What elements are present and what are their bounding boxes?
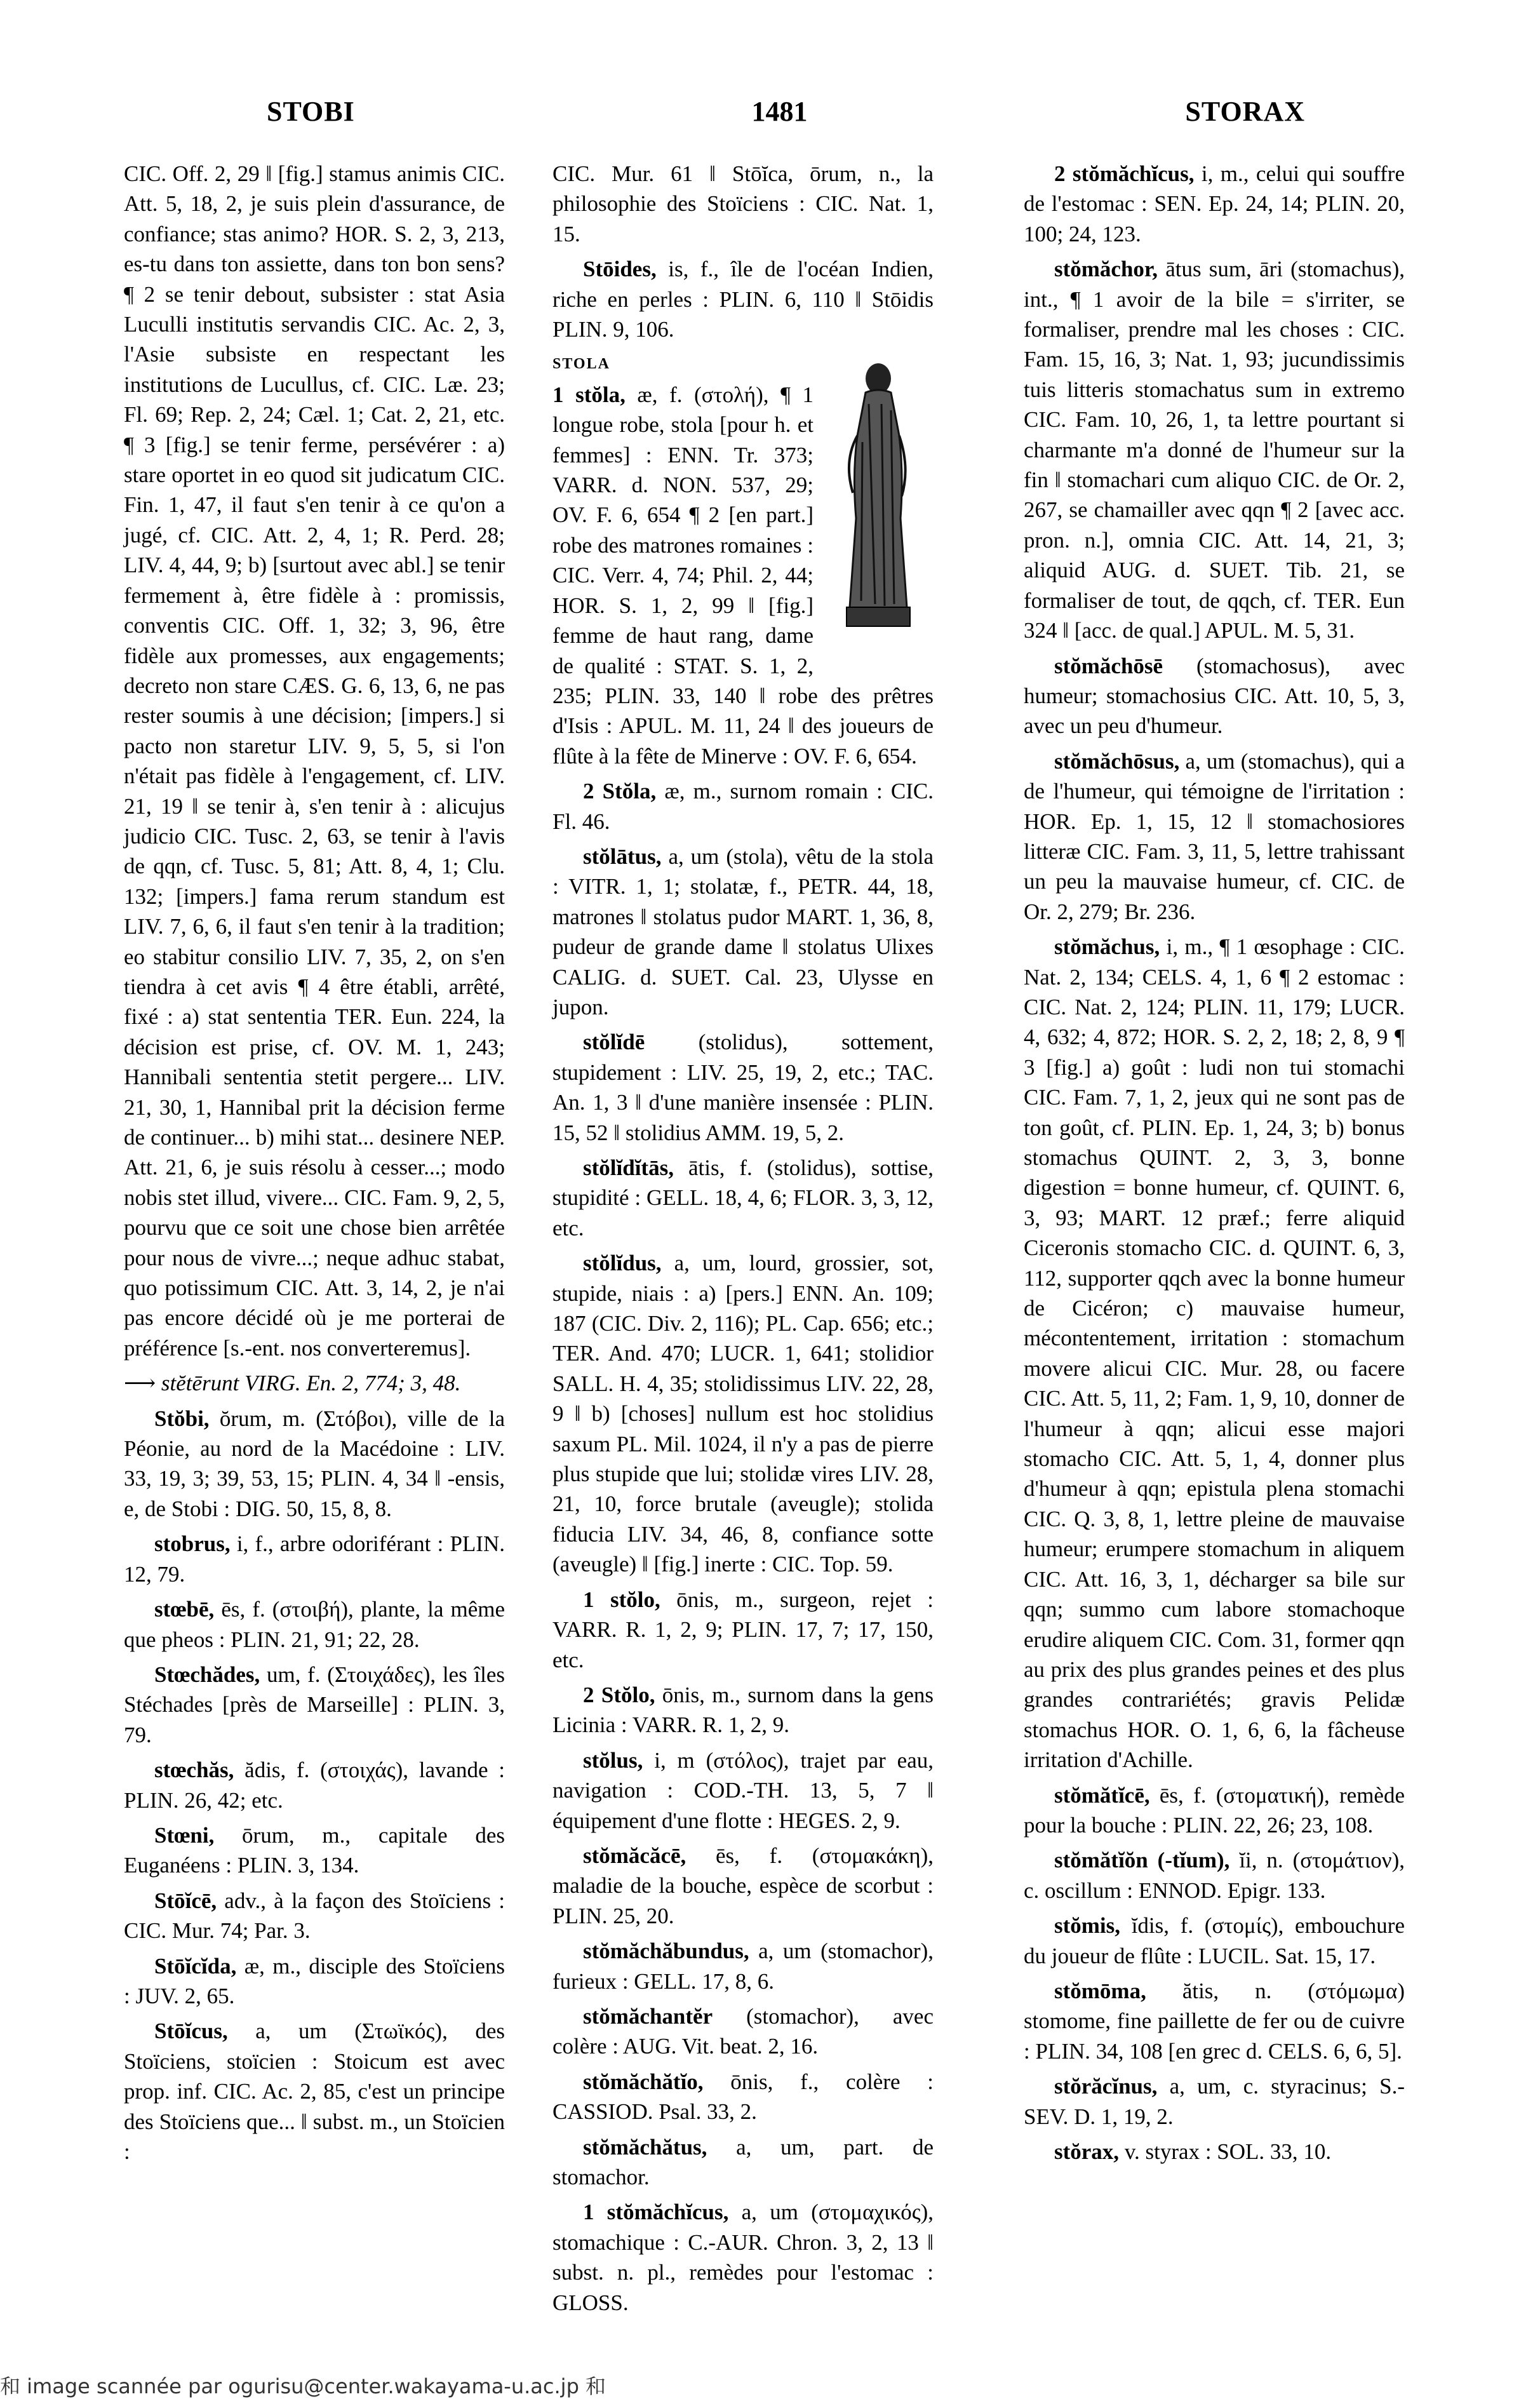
- headword: Stōides,: [583, 257, 657, 282]
- header-right-guideword: STORAX: [1185, 96, 1305, 127]
- dictionary-entry: [552, 1027, 934, 1148]
- entry-body: i, f., arbre odoriférant : PLIN. 12, 79.: [124, 1531, 505, 1587]
- dictionary-entry: [1024, 2071, 1405, 2132]
- dictionary-entry: [1024, 651, 1405, 741]
- headword: Stœni,: [154, 1822, 215, 1848]
- entry-body: æ, m., disciple des Stoïciens : JUV. 2, 65.: [124, 1953, 505, 2008]
- dictionary-entry: [552, 1153, 934, 1243]
- entry-body: v. styrax : SOL. 33, 10.: [1119, 2139, 1332, 2164]
- dictionary-entry: [1024, 2137, 1405, 2167]
- headword: stŏmăchus,: [1054, 934, 1160, 960]
- dictionary-entry: [1024, 932, 1405, 1775]
- dictionary-entry: [552, 1745, 934, 1836]
- headword: stŏlĭdĭtās,: [583, 1155, 674, 1180]
- dictionary-entry: [552, 2001, 934, 2062]
- headword: 1 stŏla,: [552, 382, 626, 407]
- dictionary-entry: [552, 1680, 934, 1740]
- headword: stŏrăcĭnus,: [1054, 2074, 1158, 2099]
- dictionary-entry: [124, 1951, 505, 2012]
- entry-body: i, m., celui qui souffre de l'estomac : SEN. Ep. 24, 14; PLIN. 20, 100; 24, 123.: [1024, 161, 1405, 246]
- entry-body: æ, f. (στολή), ¶ 1 longue robe, stola [pour h. et femmes] : ENN. Tr. 373; VARR. d. NON. 537, 29; OV. F. 6, 654 ¶ 2 [en part.] robe des matrones romaines : CIC. Verr. 4, 74; Phil. 2, 44; HOR. S. 1, 2, 99 ‖ [fig.] femme de haut rang, dame de qualité : STAT. S. 1, 2, 235; PLIN. 33, 140 ‖ robe des prêtres d'Isis : APUL. M. 11, 24 ‖ des joueurs de flûte à la fête de Minerve : OV. F. 6, 654.: [552, 382, 934, 769]
- dictionary-entry: [124, 1529, 505, 1589]
- headword: 2 Stŏla,: [583, 779, 657, 804]
- stola-illustration: [822, 353, 934, 671]
- headword: stŏmătĭŏn (-tĭum),: [1054, 1848, 1230, 1873]
- entry-body: ēs, f. (στοιβή), plante, la même que pheos : PLIN. 21, 91; 22, 28.: [124, 1597, 505, 1652]
- figure-caption: STOLA: [552, 356, 610, 373]
- dictionary-entry: [124, 1404, 505, 1524]
- entry-body: ēs, f. (στομακάκη), maladie de la bouche, espèce de scorbut : PLIN. 25, 20.: [552, 1843, 934, 1928]
- entry-body: a, um (stomachor), furieux : GELL. 17, 8, 6.: [552, 1939, 934, 1994]
- entry-body: ōrum, m., capitale des Euganéens : PLIN. 3, 134.: [124, 1822, 505, 1878]
- entry-body: ōnis, m., surgeon, rejet : VARR. R. 1, 2, 9; PLIN. 17, 7; 17, 150, etc.: [552, 1587, 934, 1672]
- dictionary-entry: [552, 2197, 934, 2318]
- headword: stŏlus,: [583, 1747, 643, 1773]
- scan-credit-footer: 和 image scannée par ogurisu@center.wakayama-u.ac.jp 和: [0, 2374, 606, 2398]
- headword: stŏrax,: [1054, 2139, 1120, 2164]
- dictionary-entry: [552, 254, 934, 344]
- entry-body: is, f., île de l'océan Indien, riche en perles : PLIN. 6, 110 ‖ Stōidis PLIN. 9, 106.: [552, 257, 934, 342]
- entry-continuation: CIC. Off. 2, 29 ‖ [fig.] stamus animis CIC. Att. 5, 18, 2, je suis plein d'assurance, de confiance; stas animo? HOR. S. 2, 3, 213, es-tu dans ton assiette, dans ton bon sens? ¶ 2 se tenir debout, subsister : stat Asia Luculli institutis servandis CIC. Ac. 2, 3, l'Asie subsiste en respectant les institutions de Lucullus, cf. CIC. Læ. 23; Fl. 69; Rep. 2, 24; Cæl. 1; Cat. 2, 21, etc. ¶ 3 [fig.] se tenir ferme, persévérer : a) stare oportet in eo quod sit judicatum CIC. Fin. 1, 47, il faut s'en tenir à ce qu'on a jugé, cf. CIC. Att. 2, 4, 1; R. Perd. 28; LIV. 4, 44, 9; b) [surtout avec abl.] se tenir fermement à, être fidèle à : promissis, conventis CIC. Off. 1, 32; 3, 96, être fidèle aux promesses, aux engagements; decreto non stare CÆS. G. 6, 13, 6, ne pas rester soumis à une décision; [impers.] si pacto non staretur LIV. 9, 5, 5, si l'on n'était pas fidèle à l'engagement, cf. LIV. 21, 19 ‖ se tenir à, s'en tenir à : alicujus judicio CIC. Tusc. 2, 63, se tenir à l'avis de qqn, cf. Tusc. 5, 81; Att. 8, 4, 1; Clu. 132; [impers.] fama rerum standum est LIV. 7, 6, 6, il faut s'en tenir à la tradition; eo stabitur consilio LIV. 7, 35, 2, on s'en tiendra à cet avis ¶ 4 être établi, arrêté, fixé : a) stat sententia TER. Eun. 224, la décision est prise, cf. OV. M. 1, 243; Hannibali sententia stetit pergere... LIV. 21, 30, 1, Hannibal prit la décision ferme de continuer... b) mihi stat... desinere NEP. Att. 21, 6, je suis résolu à cesser...; modo nobis stet illud, vivere... CIC. Fam. 9, 2, 5, pourvu que ce soit une chose bien arrêtée pour nous de vivre...; neque adhuc stabat, quo potissimum CIC. Att. 3, 14, 2, je n'ai pas encore décidé où je me porterai de préférence [s.-ent. nos converteremus].: [124, 161, 505, 1361]
- headword: Stōĭcus,: [154, 2019, 228, 2044]
- headword: 1 stŏlo,: [583, 1587, 660, 1612]
- entry-body: ātis, f. (stolidus), sottise, stupidité : GELL. 18, 4, 6; FLOR. 3, 3, 12, etc.: [552, 1155, 934, 1240]
- entry-body: a, um (stola), vêtu de la stola : VITR. 1, 1; stolatæ, f., PETR. 44, 18, matrones ‖ stolatus pudor MART. 1, 36, 8, pudeur de grande dame ‖ stolatus Ulixes CALIG. d. SUET. Cal. 23, Ulysse en jupon.: [552, 843, 934, 1019]
- dictionary-entry: [1024, 1845, 1405, 1905]
- headword: stŏlātus,: [583, 843, 662, 869]
- dictionary-entry: [1024, 1911, 1405, 1971]
- headword: stŏmăchantĕr: [583, 2003, 713, 2029]
- entry-body: ōnis, m., surnom dans la gens Licinia : VARR. R. 1, 2, 9.: [552, 1682, 934, 1738]
- headword: Stōĭcĭda,: [154, 1953, 237, 1979]
- headword: Stœchădes,: [154, 1662, 260, 1687]
- dictionary-entry: [124, 1755, 505, 1815]
- running-header: [216, 95, 1343, 146]
- headword: 1 stŏmăchĭcus,: [583, 2200, 729, 2225]
- entry-body: ătis, n. (στόμωμα) stomome, fine paillette de fer ou de cuivre : PLIN. 34, 108 [en grec d. CELS. 6, 6, 5].: [1024, 1978, 1405, 2064]
- entry-continuation: CIC. Mur. 61 ‖ Stōĭca, ōrum, n., la philosophie des Stoïciens : CIC. Nat. 1, 15.: [552, 161, 934, 246]
- headword: stŏmăchătĭo,: [583, 2069, 704, 2094]
- entry-body: i, m., ¶ 1 œsophage : CIC. Nat. 2, 134; CELS. 4, 1, 6 ¶ 2 estomac : CIC. Nat. 2, 124; PLIN. 11, 179; LUCR. 4, 632; 4, 872; HOR. S. 2, 2, 18; 2, 8, 9 ¶ 3 [fig.] a) goût : ludi non tui stomachi CIC. Fam. 7, 1, 2, jeux qui ne sont pas de ton goût, cf. PLIN. Ep. 1, 24, 3; b) bonus stomachus QUINT. 2, 3, 3, bonne digestion = bonne humeur, cf. QUINT. 6, 3, 93; MART. 12 præf.; ferre aliquid Ciceronis stomacho CIC. d. QUINT. 6, 3, 112, supporter qqch avec la bonne humeur de Cicéron; c) mauvaise humeur, mécontentement, irritation : stomachum movere alicui CIC. Mur. 28, ou facere CIC. Att. 5, 11, 2; Fam. 1, 9, 10, donner de l'humeur à qqn; alicui esse majori stomacho CIC. Att. 5, 1, 4, donner plus d'humeur à qqn; epistula plena stomachi CIC. Q. 3, 8, 1, lettre pleine de mauvaise humeur; erumpere stomachum in aliquem CIC. Att. 16, 3, 1, décharger sa bile sur qqn; summo cum labore stomachoque erudire aliquem CIC. Com. 31, former qqn au prix des plus grandes peines et des plus grandes contrariétés; gravis Pelidæ stomachus HOR. O. 1, 6, 6, la fâcheuse irritation d'Achille.: [1024, 934, 1405, 1773]
- headword: Stŏbi,: [154, 1406, 210, 1431]
- dictionary-entry: [552, 776, 934, 837]
- dictionary-entry: [124, 1660, 505, 1750]
- headword: stŏmis,: [1054, 1913, 1121, 1939]
- headword: stŏlĭdus,: [583, 1251, 662, 1276]
- column-1: [124, 159, 505, 2172]
- entry-body: a, um, part. de stomachor.: [552, 2134, 934, 2189]
- headword: stŏlĭdē: [583, 1030, 645, 1055]
- headword: stobrus,: [154, 1531, 231, 1557]
- dictionary-entry: [552, 1936, 934, 1996]
- dictionary-entry: [124, 1886, 505, 1946]
- entry-body: ātus sum, āri (stomachus), int., ¶ 1 avoir de la bile = s'irriter, se formaliser, prendre mal les choses : CIC. Fam. 15, 16, 3; Nat. 1, 93; jucundissimis tuis litteris stomachatus sum in extremo CIC. Fam. 10, 26, 1, ta lettre pourtant si charmante m'a donné de l'humeur sur la fin ‖ stomachari cum aliquo CIC. de Or. 2, 267, se chamailler avec qqn ¶ 2 [avec acc. pron. n.], omnia CIC. Att. 14, 21, 3; aliquid AUG. d. SUET. Tib. 21, se formaliser de tout, de qqch, cf. TER. Eun 324 ‖ [acc. de qual.] APUL. M. 5, 31.: [1024, 257, 1405, 643]
- headword: stŏmōma,: [1054, 1978, 1146, 2003]
- column-2: [552, 159, 934, 2323]
- headword: stŏmăchōsē: [1054, 653, 1163, 678]
- header-left-guideword: STOBI: [267, 96, 355, 127]
- page-number: 1481: [751, 96, 808, 127]
- dictionary-entry: [1024, 1976, 1405, 2066]
- headword: 2 stŏmăchĭcus,: [1054, 161, 1195, 186]
- headword: stŏmăchătus,: [583, 2134, 707, 2160]
- headword: stŏmătĭcē,: [1054, 1782, 1150, 1808]
- headword: stœbē,: [154, 1597, 215, 1622]
- headword: stœchăs,: [154, 1757, 234, 1783]
- verbal-note: ⟶ stĕtērunt VIRG. En. 2, 774; 3, 48.: [124, 1371, 461, 1396]
- entry-body: um, f. (Στοιχάδες), les îles Stéchades [près de Marseille] : PLIN. 3, 79.: [124, 1662, 505, 1747]
- column-3: [1024, 159, 1405, 2172]
- dictionary-entry: [1024, 1780, 1405, 1841]
- headword: stŏmăchōsus,: [1054, 748, 1180, 774]
- dictionary-entry: [1024, 746, 1405, 927]
- dictionary-entry: [124, 2016, 505, 2167]
- dictionary-entry: [552, 2132, 934, 2193]
- dictionary-entry: [124, 1820, 505, 1881]
- headword: stŏmăchăbundus,: [583, 1939, 749, 1964]
- entry-body: a, um, lourd, grossier, sot, stupide, niais : a) [pers.] ENN. An. 109; 187 (CIC. Div. 2, 116); PL. Cap. 656; etc.; TER. And. 470; LUCR. 1, 641; stolidior SALL. H. 4, 35; stolidissimus LIV. 22, 28, 9 ‖ b) [choses] nullum est hoc stolidius saxum PL. Mil. 1024, il n'y a pas de pierre plus stupide que lui; stolidæ vires LIV. 28, 21, 10, force brutale (aveugle); stolida fiducia LIV. 34, 46, 8, confiance sotte (aveugle) ‖ [fig.] inerte : CIC. Top. 59.: [552, 1251, 934, 1577]
- entry-body: a, um (Στωϊκός), des Stoïciens, stoïcien : Stoicum est avec prop. inf. CIC. Ac. 2, 85, c'est un principe des Stoïciens que... ‖ subst. m., un Stoïcien :: [124, 2019, 505, 2164]
- entry-body: a, um (stomachus), qui a de l'humeur, qui témoigne de l'irritation : HOR. Ep. 1, 15, 12 ‖ stomachosiores litteræ CIC. Fam. 3, 11, 5, lettre trahissant un peu la mauvaise humeur, cf. CIC. de Or. 2, 279; Br. 236.: [1024, 748, 1405, 924]
- stola-figure-icon: [831, 353, 926, 639]
- dictionary-entry: [552, 2067, 934, 2127]
- headword: Stōĭcē,: [154, 1888, 217, 1913]
- dictionary-entry: [1024, 159, 1405, 249]
- entry-body: i, m (στόλος), trajet par eau, navigation : COD.-TH. 13, 5, 7 ‖ équipement d'une flotte : HEGES. 2, 9.: [552, 1747, 934, 1833]
- dictionary-entry: [552, 1585, 934, 1675]
- entry-body: (stolidus), sottement, stupidement : LIV. 25, 19, 2, etc.; TAC. An. 1, 3 ‖ d'une manière insensée : PLIN. 15, 52 ‖ stolidius AMM. 19, 5, 2.: [552, 1030, 934, 1145]
- entry-body: ĭi, n. (στομάτιον), c. oscillum : ENNOD. Epigr. 133.: [1024, 1848, 1405, 1903]
- entry-body: a, um, c. styracinus; S.-SEV. D. 1, 19, 2.: [1024, 2074, 1405, 2129]
- entry-body: ēs, f. (στοματική), remède pour la bouche : PLIN. 22, 26; 23, 108.: [1024, 1782, 1405, 1838]
- entry-body: a, um (στομαχικός), stomachique : C.-AUR. Chron. 3, 2, 13 ‖ subst. n. pl., remèdes pour l'estomac : GLOSS.: [552, 2200, 934, 2315]
- entry-body: æ, m., surnom romain : CIC. Fl. 46.: [552, 779, 934, 834]
- entry-body: (stomachosus), avec humeur; stomachosius CIC. Att. 10, 5, 3, avec un peu d'humeur.: [1024, 653, 1405, 739]
- headword: 2 Stŏlo,: [583, 1682, 655, 1707]
- dictionary-entry: [1024, 254, 1405, 645]
- dictionary-entry: [552, 842, 934, 1022]
- entry-body: adv., à la façon des Stoïciens : CIC. Mur. 74; Par. 3.: [124, 1888, 505, 1944]
- entry-body: (stomachor), avec colère : AUG. Vit. beat. 2, 16.: [552, 2003, 934, 2059]
- entry-body: ōnis, f., colère : CASSIOD. Psal. 33, 2.: [552, 2069, 934, 2125]
- entry-body: ădis, f. (στοιχάς), lavande : PLIN. 26, 42; etc.: [124, 1757, 505, 1813]
- dictionary-entry: [124, 1594, 505, 1655]
- headword: stŏmăcăcē,: [583, 1843, 686, 1868]
- headword: stŏmăchor,: [1054, 257, 1158, 282]
- dictionary-entry: [552, 1841, 934, 1931]
- entry-body: ĭdis, f. (στομίς), embouchure du joueur de flûte : LUCIL. Sat. 15, 17.: [1024, 1913, 1405, 1968]
- entry-body: ŏrum, m. (Στόβοι), ville de la Péonie, au nord de la Macédoine : LIV. 33, 19, 3; 39, 53, 15; PLIN. 4, 34 ‖ -ensis, e, de Stobi : DIG. 50, 15, 8, 8.: [124, 1406, 505, 1521]
- dictionary-entry: [552, 1248, 934, 1579]
